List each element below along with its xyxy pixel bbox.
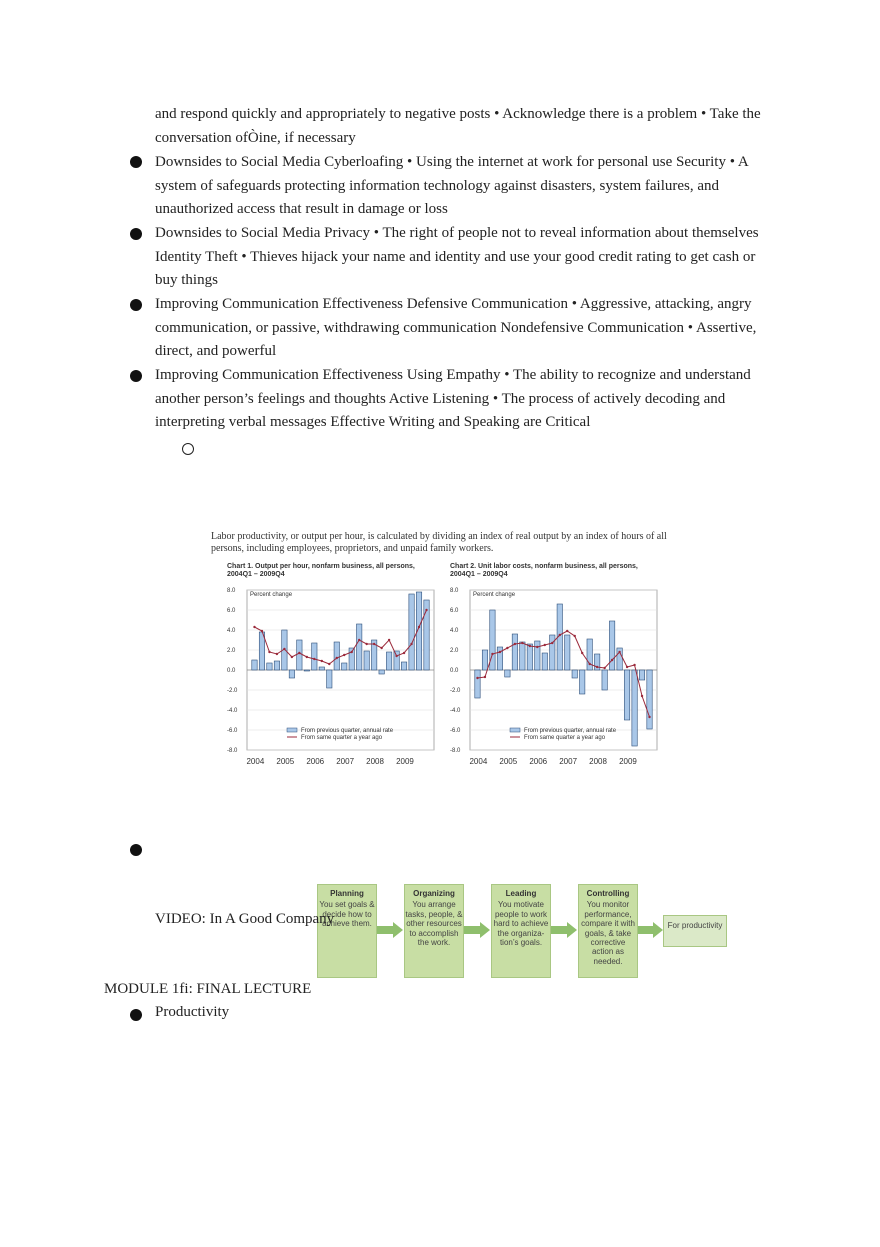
- bar: [482, 650, 487, 670]
- arrow-right-icon: [393, 922, 403, 938]
- bullet-text-defensive: Improving Communication Effectiveness Defensive Communication • Aggressive, attacking, angry communication, or passive, withdrawing communication Nondefensive Communication • Assertive, direct, and powerful: [155, 296, 757, 360]
- chart-title: 2004Q1 – 2009Q4: [227, 571, 285, 578]
- bar: [639, 670, 644, 680]
- line-point: [418, 626, 420, 628]
- y-tick-label: -2.0: [450, 688, 461, 694]
- x-tick-label: 2009: [396, 757, 414, 766]
- bar: [520, 642, 525, 670]
- chart-unit-labor-costs: [448, 560, 663, 772]
- bar: [327, 670, 332, 688]
- flow-arrow-shaft: [638, 926, 654, 934]
- y-tick-label: -6.0: [227, 728, 238, 734]
- continued-paragraph: and respond quickly and appropriately to negative posts • Acknowledge there is a problem • Take the conversation ofÒine, if necessary: [155, 106, 761, 146]
- line-point: [648, 716, 650, 718]
- x-tick-label: 2007: [559, 757, 578, 766]
- flow-step-text: You arrange tasks, people, & other resources to accomplish the work.: [405, 900, 463, 948]
- line-point: [618, 651, 620, 653]
- y-tick-label: 4.0: [450, 628, 459, 634]
- chart-output-per-hour: [225, 560, 440, 772]
- y-tick-label: 0.0: [227, 668, 236, 674]
- line-point: [365, 643, 367, 645]
- line-point: [395, 655, 397, 657]
- y-axis-label: Percent change: [250, 592, 293, 598]
- line-point: [343, 654, 345, 656]
- flow-arrow-shaft: [377, 926, 393, 934]
- bullet-icon: [130, 156, 142, 168]
- bar: [274, 661, 279, 670]
- x-tick-label: 2005: [276, 757, 295, 766]
- arrow-right-icon: [567, 922, 577, 938]
- line-point: [291, 656, 293, 658]
- bar: [505, 670, 510, 677]
- bar: [342, 663, 347, 670]
- y-tick-label: -8.0: [227, 748, 238, 754]
- legend-label: From same quarter a year ago: [524, 735, 606, 741]
- bar: [409, 594, 414, 670]
- flow-step-controlling: [578, 884, 638, 978]
- line-point: [388, 639, 390, 641]
- flow-step-title: Controlling: [586, 889, 630, 898]
- legend-label: From previous quarter, annual rate: [301, 728, 394, 734]
- y-tick-label: -8.0: [450, 748, 461, 754]
- flow-step-title: Organizing: [413, 889, 455, 898]
- flow-arrow-shaft: [464, 926, 480, 934]
- line-point: [380, 647, 382, 649]
- y-tick-label: -4.0: [450, 708, 461, 714]
- chart-title: 2004Q1 – 2009Q4: [450, 571, 508, 578]
- figure-caption: Labor productivity, or output per hour, is calculated by dividing an index of real output by an index of hours of all persons, including employees, proprietors, and unpaid family workers.: [211, 531, 667, 554]
- y-tick-label: 6.0: [227, 608, 236, 614]
- bar: [647, 670, 652, 729]
- bar: [379, 670, 384, 674]
- line-point: [581, 652, 583, 654]
- line-point: [276, 653, 278, 655]
- y-tick-label: -6.0: [450, 728, 461, 734]
- x-tick-label: 2006: [306, 757, 325, 766]
- bar: [624, 670, 629, 720]
- arrow-right-icon: [480, 922, 490, 938]
- line-point: [611, 659, 613, 661]
- line-point: [261, 630, 263, 632]
- bar: [304, 670, 309, 671]
- legend-label: From previous quarter, annual rate: [524, 728, 617, 734]
- y-tick-label: 8.0: [227, 588, 236, 594]
- bar: [475, 670, 480, 698]
- bar: [364, 651, 369, 670]
- bar: [587, 639, 592, 670]
- bar: [319, 667, 324, 670]
- x-tick-label: 2004: [246, 757, 265, 766]
- x-tick-label: 2008: [589, 757, 607, 766]
- flow-step-organizing: [404, 884, 464, 978]
- bullet-icon: [130, 1009, 142, 1021]
- flow-step-text: You monitor performance, compare it with goals, & take corrective action as needed.: [581, 900, 635, 966]
- bar: [357, 624, 362, 670]
- line-point: [298, 652, 300, 654]
- bar: [572, 670, 577, 678]
- line-point: [283, 648, 285, 650]
- bullet-icon: [130, 299, 142, 311]
- line-point: [574, 635, 576, 637]
- flow-end-productivity: For productivity: [663, 915, 727, 947]
- bar: [297, 640, 302, 670]
- line-point: [425, 609, 427, 611]
- line-point: [633, 664, 635, 666]
- bullet-icon: [130, 370, 142, 382]
- line-point: [641, 695, 643, 697]
- line-point: [514, 643, 516, 645]
- y-tick-label: 0.0: [450, 668, 459, 674]
- module-item-productivity: Productivity: [155, 1004, 230, 1020]
- line-point: [536, 646, 538, 648]
- line-point: [603, 667, 605, 669]
- flow-arrow-shaft: [551, 926, 567, 934]
- y-tick-label: 2.0: [450, 648, 459, 654]
- y-tick-label: 4.0: [227, 628, 236, 634]
- arrow-right-icon: [653, 922, 663, 938]
- line-point: [313, 658, 315, 660]
- legend-bar-swatch: [287, 728, 297, 732]
- line-point: [253, 626, 255, 628]
- y-tick-label: 6.0: [450, 608, 459, 614]
- line-point: [410, 643, 412, 645]
- line-point: [484, 676, 486, 678]
- chart-title: Chart 2. Unit labor costs, nonfarm business, all persons,: [450, 563, 638, 570]
- line-point: [566, 630, 568, 632]
- bar: [542, 653, 547, 670]
- flow-step-planning: [317, 884, 377, 978]
- line-point: [521, 642, 523, 644]
- bullet-text-empathy: Improving Communication Effectiveness Using Empathy • The ability to recognize and understand another person’s feelings and thoughts Active Listening • The process of actively decoding and interpreting verbal messages Effective Writing and Speaking are Critical: [155, 367, 751, 431]
- chart-title: Chart 1. Output per hour, nonfarm business, all persons,: [227, 563, 415, 570]
- line-point: [351, 651, 353, 653]
- line-point: [506, 647, 508, 649]
- bar: [535, 641, 540, 670]
- y-tick-label: -4.0: [227, 708, 238, 714]
- bar: [550, 635, 555, 670]
- flow-step-text: You set goals & decide how to achieve them.: [319, 900, 375, 929]
- y-tick-label: 8.0: [450, 588, 459, 594]
- bar: [394, 651, 399, 670]
- x-tick-label: 2009: [619, 757, 637, 766]
- line-point: [491, 653, 493, 655]
- bar: [312, 643, 317, 670]
- video-label: VIDEO: In A Good Company: [155, 911, 335, 927]
- y-tick-label: 2.0: [227, 648, 236, 654]
- line-point: [403, 652, 405, 654]
- line-point: [306, 656, 308, 658]
- bar: [580, 670, 585, 694]
- line-point: [328, 663, 330, 665]
- line-point: [268, 651, 270, 653]
- bar: [512, 634, 517, 670]
- x-tick-label: 2005: [499, 757, 518, 766]
- bullet-icon: [130, 228, 142, 240]
- bar: [565, 635, 570, 670]
- legend-bar-swatch: [510, 728, 520, 732]
- bar: [267, 663, 272, 670]
- line-point: [476, 677, 478, 679]
- flow-step-text: You motivate people to work hard to achieve the organiza- tion’s goals.: [493, 900, 549, 948]
- bullet-icon: [130, 844, 142, 856]
- line-point: [358, 639, 360, 641]
- line-point: [321, 660, 323, 662]
- line-point: [596, 666, 598, 668]
- bar: [252, 660, 257, 670]
- line-point: [559, 634, 561, 636]
- sub-bullet-icon: [182, 443, 194, 455]
- x-tick-label: 2004: [469, 757, 488, 766]
- line-point: [529, 645, 531, 647]
- bar: [632, 670, 637, 746]
- module-heading: MODULE 1fi: FINAL LECTURE: [104, 981, 312, 997]
- flow-step-leading: [491, 884, 551, 978]
- bar: [289, 670, 294, 678]
- x-tick-label: 2008: [366, 757, 384, 766]
- x-tick-label: 2007: [336, 757, 355, 766]
- bullet-text-privacy: Downsides to Social Media Privacy • The right of people not to reveal information about themselves Identity Theft • Thieves hijack your name and identity and use your good credit rating to get cash or buy things: [155, 225, 759, 289]
- y-tick-label: -2.0: [227, 688, 238, 694]
- bar: [527, 644, 532, 670]
- line-point: [373, 643, 375, 645]
- legend-label: From same quarter a year ago: [301, 735, 383, 741]
- flow-step-title: Planning: [330, 889, 364, 898]
- bar: [602, 670, 607, 690]
- line-point: [544, 644, 546, 646]
- line-point: [551, 642, 553, 644]
- y-axis-label: Percent change: [473, 592, 516, 598]
- line-point: [499, 651, 501, 653]
- line-point: [336, 657, 338, 659]
- bar: [401, 662, 406, 670]
- line-point: [626, 666, 628, 668]
- bar: [334, 642, 339, 670]
- line-point: [588, 663, 590, 665]
- x-tick-label: 2006: [529, 757, 548, 766]
- bar: [386, 652, 391, 670]
- bullet-text-cyberloafing: Downsides to Social Media Cyberloafing • Using the internet at work for personal use Security • A system of safeguards protecting information technology against disasters, system failures, and unauthorized access that result in damage or loss: [155, 154, 748, 218]
- flow-step-title: Leading: [505, 889, 537, 898]
